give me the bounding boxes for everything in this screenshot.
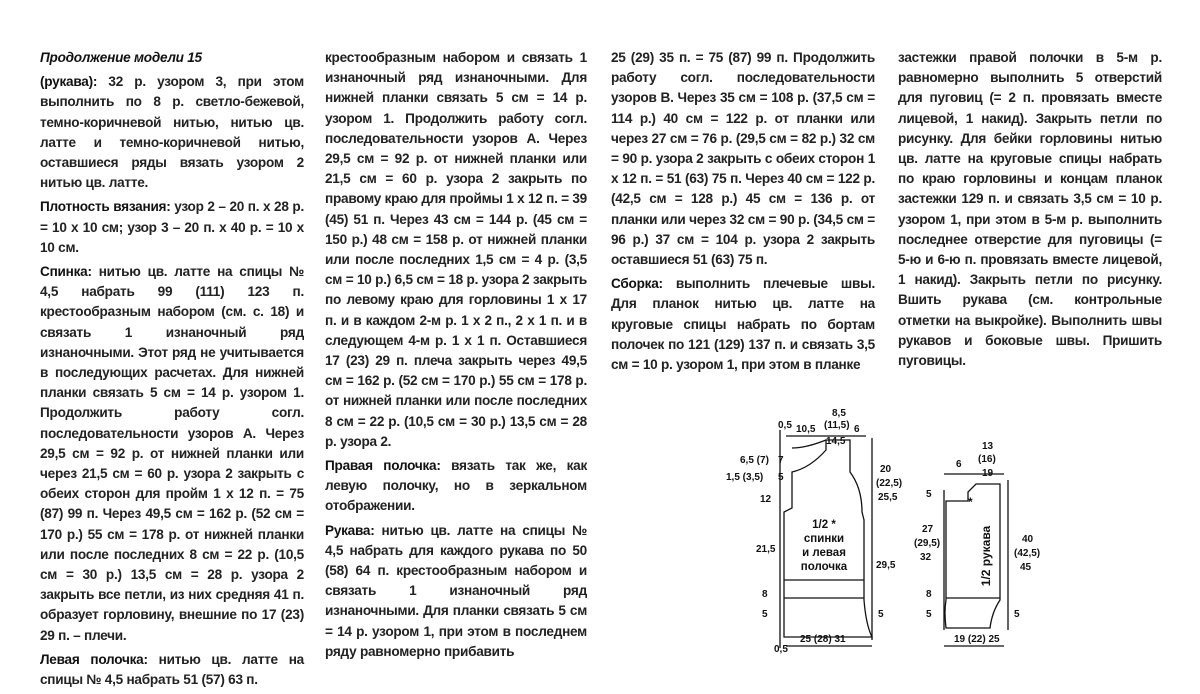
body-neck-curve bbox=[792, 440, 826, 448]
dim-bottom-05: 0,5 bbox=[774, 644, 788, 655]
dim-bottom-width: 25 (28) 31 bbox=[800, 634, 846, 645]
dim-left-7: 7 bbox=[778, 455, 784, 466]
dim-top-05: 0,5 bbox=[778, 420, 792, 431]
text-column-4 bbox=[898, 48, 1162, 375]
text-column-2 bbox=[325, 48, 587, 666]
sleeve-dim-top-16: (16) bbox=[978, 454, 996, 465]
paragraph-assembly: Сборка: выполнить плечевые швы. Для планок нитью цв. латте на круговые спицы набрать по бортам полочек по 121 (129) 137 п. и связать 3,5 см = 10 р. узором 1, при этом в планке bbox=[611, 276, 875, 373]
sleeve-dim-right-5: 5 bbox=[1014, 609, 1020, 620]
sleeve-dim-top-6: 6 bbox=[956, 459, 962, 470]
dim-top-85: 8,5 bbox=[832, 408, 846, 419]
sleeve-dim-left-5b: 5 bbox=[926, 609, 932, 620]
body-piece-outline bbox=[784, 440, 872, 637]
dim-left-12: 12 bbox=[760, 494, 772, 505]
dim-top-105: 10,5 bbox=[796, 424, 816, 435]
dim-left-8: 8 bbox=[762, 589, 768, 600]
text-column-3 bbox=[611, 48, 875, 379]
body-label-line-2: спинки bbox=[803, 533, 845, 545]
sleeve-dim-right-40: 40 bbox=[1022, 534, 1034, 545]
sleeve-dim-left-8: 8 bbox=[926, 589, 932, 600]
paragraph-sleeves-cont-2: 25 (29) 35 п. = 75 (87) 99 п. Продолжить работу согл. последовательности узоров В. Через 35 см = 108 р. (37,5 см = 114 р.) 40 см = 122 р. от планки или через 27 см = 76 р. (29,5 см = 82 р.) 32 см = 90 р. узора 2 закрыть с обеих сторон 1 х 12 п. = 51 (63) 75 п. Через 40 см = 122 р. (42,5 см = 128 р.) 45 см = 136 р. от планки или через 32 см = 90 р. (34,5 см = 96 р.) 37 см = 104 р. узора 2 закрыть оставшиеся 51 (63) 75 п. bbox=[611, 50, 875, 268]
sleeve-dim-left-295: (29,5) bbox=[914, 538, 941, 549]
dim-top-115: (11,5) bbox=[824, 420, 850, 431]
paragraph-gauge: Плотность вязания: узор 2 – 20 п. х 28 р. = 10 х 10 см; узор 3 – 20 п. х 40 р. = 10 х 10 см. bbox=[40, 199, 304, 255]
paragraph-sleeves: Рукава: нитью цв. латте на спицы № 4,5 набрать для каждого рукава по 50 (58) 64 п. крестообразным набором и связать 1 изнаночный ряд изнаночными. Для планки связать 5 см = 14 р. узором 1, при этом в последнем ряду равномерно прибавить bbox=[325, 522, 587, 659]
dim-left-15: 1,5 (3,5) bbox=[726, 472, 764, 483]
body-label-line-1: 1/2 * bbox=[812, 519, 836, 531]
sleeve-dim-left-5: 5 bbox=[926, 489, 932, 500]
paragraph-left-front: Левая полочка: нитью цв. латте на спицы № 4,5 набрать 51 (57) 63 п. bbox=[40, 651, 304, 688]
sleeve-dim-left-32: 32 bbox=[920, 552, 932, 563]
dim-top-145: 14,5 bbox=[826, 436, 846, 447]
body-label-line-3: и левая bbox=[802, 547, 846, 559]
text-column-1 bbox=[40, 48, 304, 694]
dim-top-6: 6 bbox=[854, 424, 860, 435]
sleeve-dim-top-19: 19 bbox=[982, 468, 994, 479]
dim-right-225: (22,5) bbox=[876, 478, 903, 489]
paragraph-right-front: Правая полочка: вязать так же, как левую полочку, но в зеркальном отображении. bbox=[325, 458, 587, 514]
sleeve-dim-left-27: 27 bbox=[922, 524, 934, 535]
sleeve-label: 1/2 рукава bbox=[979, 525, 993, 587]
paragraph-back: Спинка: нитью цв. латте на спицы № 4,5 набрать 99 (111) 123 п. крестообразным набором (см. с. 18) и связать 1 изнаночный ряд изнаночными. Этот ряд не учитывается в последующих расчетах. Для нижней планки связать 5 см = 14 р. узором 1. Продолжить работу согл. последовательности узоров А. Через 29,5 см = 92 р. от нижней планки или через 21,5 см = 60 р. узора 2 закрыть с обеих сторон для пройм 1 х 12 п. = 75 (87) 99 п. Через 49,5 см = 162 р. (52 см = 170 р.) 55 см = 178 р. от нижней планки или после последних 8 см = 22 р. (10,5 см = 30 р.) 13,5 см = 28 р. узора 2 закрыть все петли, из них средняя 41 п. образует горловину, внешние по 17 (23) 29 п. – плечи. bbox=[40, 264, 304, 643]
sleeve-dim-right-425: (42,5) bbox=[1014, 548, 1041, 559]
paragraph-sleeves-cont: (рукава): 32 р. узором 3, при этом выполнить по 8 р. светло-бежевой, темно-коричневой нитью, нитью цв. латте и темно-коричневой нитью, оставшиеся ряды вязать узором 2 нитью цв. латте. bbox=[40, 74, 304, 191]
dim-right-5: 5 bbox=[878, 609, 884, 620]
dim-right-255: 25,5 bbox=[878, 492, 898, 503]
dim-left-5b: 5 bbox=[762, 609, 768, 620]
dim-right-20: 20 bbox=[880, 464, 892, 475]
continuation-title: Продолжение модели 15 bbox=[40, 50, 202, 65]
paragraph-left-front-cont: крестообразным набором и связать 1 изнаночный ряд изнаночными. Для нижней планки связать 5 см = 14 р. узором 1. Продолжить работу согл. последовательности узоров А. Через 29,5 см = 92 р. от нижней планки или 21,5 см = 60 р. узора 2 закрыть по правому краю для проймы 1 х 12 п. = 39 (45) 51 п. Через 43 см = 144 р. (45 см = 150 р.) 48 см = 158 р. от нижней планки или после последних 1,5 см = 4 р. (3,5 см = 10 р.) 6,5 см = 18 р. узора 2 закрыть по левому краю для горловины 1 х 17 п. и в каждом 2-м р. 1 х 2 п., 2 х 1 п. и в следующем 4-м р. 1 х 1 п. Оставшиеся 17 (23) 29 п. плеча закрыть через 49,5 см = 162 р. (52 см = 170 р.) 55 см = 178 р. от нижней планки или после последних 8 см = 22 р. (10,5 см = 30 р.) 13,5 см = 28 р. узора 2. bbox=[325, 50, 587, 449]
sleeve-dim-bottom-width: 19 (22) 25 bbox=[954, 634, 1000, 645]
body-label-line-4: полочка bbox=[800, 561, 848, 573]
dim-right-295: 29,5 bbox=[876, 560, 896, 571]
sleeve-mark: * bbox=[968, 495, 973, 509]
sleeve-dim-right-45: 45 bbox=[1020, 562, 1032, 573]
dim-left-5: 5 bbox=[778, 472, 784, 483]
dim-left-215: 21,5 bbox=[756, 544, 776, 555]
dim-left-65: 6,5 (7) bbox=[740, 455, 769, 466]
sleeve-dim-top-13: 13 bbox=[982, 441, 994, 452]
sleeve-piece-outline bbox=[945, 484, 1000, 628]
paragraph-assembly-cont: застежки правой полочки в 5-м р. равномерно выполнить 5 отверстий для пуговиц (= 2 п. провязать вместе лицевой, 1 накид). Закрыть петли по рисунку. Для бейки горловины нитью цв. латте на круговые спицы набрать по краю горловины и концам планок застежки 129 п. и связать 3,5 см = 10 р. узором 1, при этом в 5-м р. выполнить последнее отверстие для пуговицы (= 5-ю и 6-ю п. провязать вместе лицевой, 1 накид). Закрыть петли по рисунку. Вшить рукава (см. контрольные отметки на выкройке). Выполнить швы рукавов и боковые швы. Пришить пуговицы. bbox=[898, 50, 1162, 369]
